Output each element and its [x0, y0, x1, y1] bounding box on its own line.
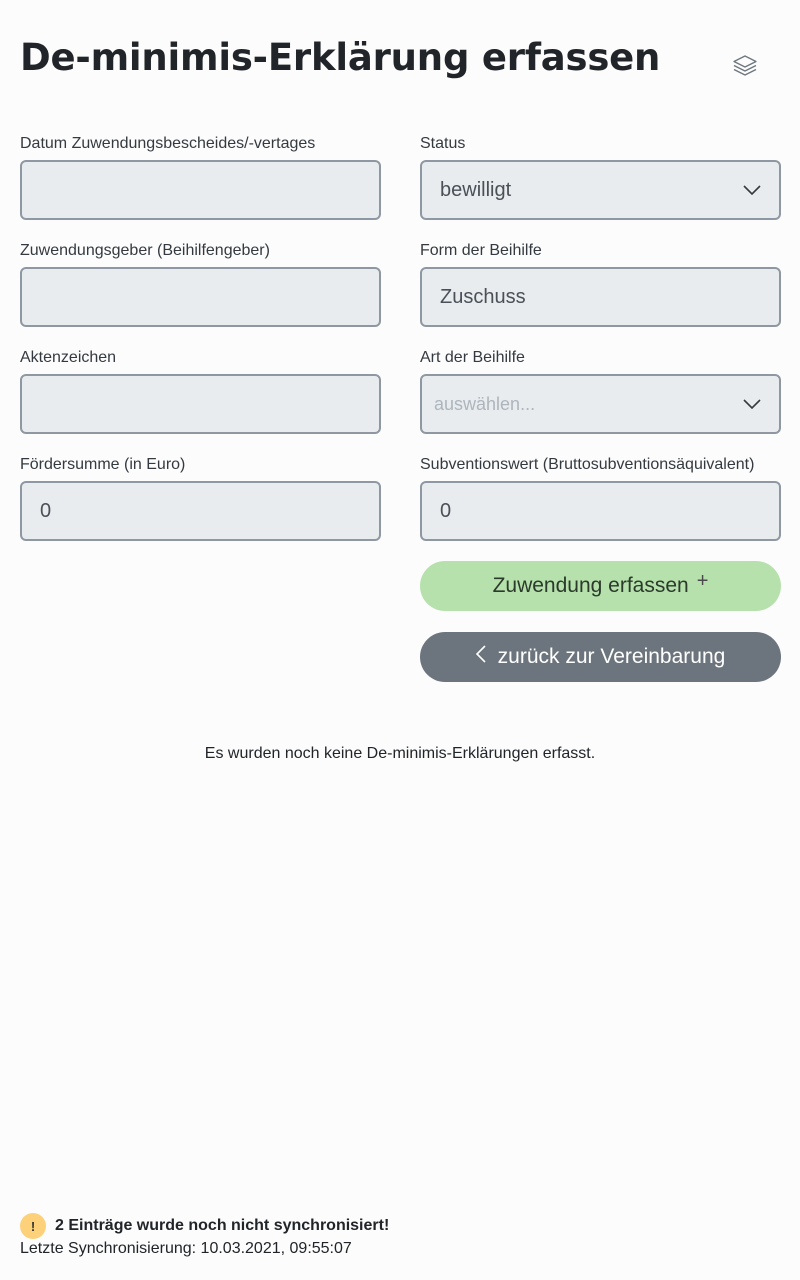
- aid-type-placeholder: auswählen...: [434, 393, 536, 414]
- amount-label: Fördersumme (in Euro): [20, 456, 186, 473]
- chevron-down-icon: [743, 399, 761, 409]
- date-label: Datum Zuwendungsbescheides/-vertages: [20, 135, 316, 152]
- sync-warning-text: 2 Einträge wurde noch nicht synchronisiert!: [55, 1217, 390, 1234]
- aid-form-label: Form der Beihilfe: [420, 242, 542, 259]
- empty-state-message: Es wurden noch keine De-minimis-Erklärungen erfasst.: [204, 745, 596, 762]
- grantor-input[interactable]: [20, 267, 381, 327]
- file-number-field-group: [20, 347, 381, 434]
- sync-status: [20, 1213, 389, 1258]
- aid-form-field-group: [420, 240, 781, 327]
- aid-form-input[interactable]: Zuschuss: [420, 267, 781, 327]
- chevron-left-icon: [476, 645, 486, 663]
- layers-icon[interactable]: [732, 53, 758, 79]
- aid-type-field-group: [420, 347, 781, 434]
- aid-type-label: Art der Beihilfe: [420, 349, 525, 366]
- status-field-group: [420, 133, 781, 220]
- amount-field-group: [20, 454, 381, 541]
- subsidy-value-input[interactable]: 0: [420, 481, 781, 541]
- subsidy-value-label: Subventionswert (Bruttosubventionsäquivalent): [420, 456, 755, 473]
- file-number-label: Aktenzeichen: [20, 349, 117, 366]
- status-select[interactable]: [420, 160, 781, 220]
- add-grant-label: Zuwendung erfassen: [492, 574, 689, 597]
- chevron-down-icon: [743, 185, 761, 195]
- subsidy-value-field-group: [420, 454, 781, 541]
- back-to-agreement-label: zurück zur Vereinbarung: [497, 645, 726, 668]
- last-sync-time: Letzte Synchronisierung: 10.03.2021, 09:55:07: [20, 1240, 352, 1257]
- grantor-label: Zuwendungsgeber (Beihilfengeber): [20, 242, 270, 259]
- back-to-agreement-button[interactable]: [420, 632, 781, 682]
- date-field-group: [20, 133, 381, 220]
- file-number-input[interactable]: [20, 374, 381, 434]
- page-title: De-minimis-Erklärung erfassen: [20, 36, 661, 79]
- status-label: Status: [420, 135, 466, 152]
- sync-warning: [20, 1213, 389, 1239]
- status-value: bewilligt: [440, 178, 512, 201]
- amount-input[interactable]: 0: [20, 481, 381, 541]
- aid-type-select[interactable]: [420, 374, 781, 434]
- warning-icon: !: [20, 1213, 46, 1239]
- date-input[interactable]: [20, 160, 381, 220]
- add-grant-button[interactable]: [420, 561, 781, 611]
- grantor-field-group: [20, 240, 381, 327]
- plus-icon: +: [696, 569, 709, 592]
